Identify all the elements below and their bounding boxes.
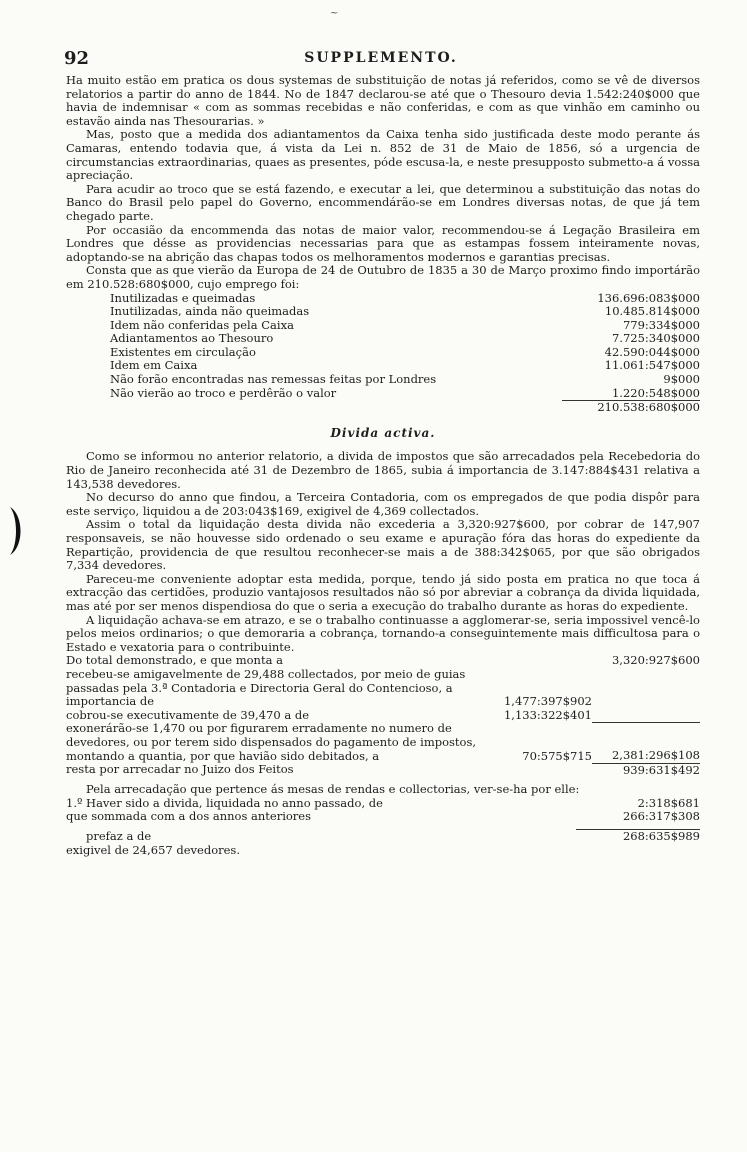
ledger-deduction-value: 70:575$715 — [522, 748, 592, 763]
table-row — [66, 844, 700, 858]
body-text — [66, 74, 700, 858]
intro-paragraph-3: Para acudir ao troco que se está fazendo, e executar a lei, que determinou a substituição das notas do Banco do Brasil pelo papel do Governo, encommendárão-se em Londres diversas notas, de que já tem chegado parte. — [66, 181, 700, 223]
final-total-value: 268:635$989 — [576, 830, 700, 844]
row-label: Inutilizadas e queimadas — [110, 291, 256, 305]
notes-total: 210.538:680$000 — [562, 401, 700, 415]
divida-paragraph-2: No decurso do anno que findou, a Terceira Contadoria, com os empregados de que podia dispôr para este serviço, liquidou a de 203:043$169, exigivel de 4,369 collectados. — [66, 490, 700, 518]
final-item-label: 1.º Haver sido a divida, liquidada no anno passado, de — [66, 795, 383, 810]
table-row — [66, 387, 700, 401]
row-label: Não forão encontradas nas remessas feitas por Londres — [110, 373, 437, 387]
divida-paragraph-5: A liquidação achava-se em atrazo, e se o trabalho continuasse a agglomerar-se, seria impossivel vencê-lo pelos meios ordinarios; o que demoraria a cobrança, tornando-a conseguintemente mais difficultosa para o Estado e vexatoria para o contribuinte. — [66, 612, 700, 654]
page-header — [64, 48, 698, 72]
table-row — [66, 654, 700, 668]
intro-paragraph-1: Ha muito estão em pratica os dous systemas de substituição de notas já referidos, como se vê de diversos relatorios a partir do anno de 1844. No de 1847 declarou-se até que o Thesouro devia 1.542:240$000 que havia de indemnisar « com as sommas recebidas e não conferidas, e com as que vinhão em caminho ou estavão ainda nas Thesourarias. » — [66, 73, 700, 128]
ledger-deduction-label: cobrou-se executivamente de 39,470 a de — [66, 707, 309, 722]
table-row — [66, 810, 700, 824]
intro-paragraph-4: Por occasião da encommenda das notas de maior valor, recommendou-se á Legação Brasileira em Londres que désse as providencias necessarias para que as estampas fossem inteiramente novas, adoptando-se na abrição das chapas todos os melhoramentos modernos e garantias precisas. — [66, 222, 700, 264]
row-value: 136.696:083$000 — [597, 290, 700, 305]
margin-bracket-mark — [8, 505, 28, 557]
final-table — [66, 797, 700, 858]
ledger-deduction-label: exonerárão-se 1,470 ou por figurarem erradamente no numero de devedores, ou por terem sido dispensados do pagamento de impostos, montando a quantia, por que havião sido debitados, a — [66, 721, 477, 763]
table-row — [66, 319, 700, 333]
notes-usage-table — [66, 292, 700, 415]
final-paragraph: Pela arrecadação que pertence ás mesas de rendas e collectorias, ver-se-ha por elle: — [86, 782, 580, 797]
divida-paragraph-3: Assim o total da liquidação desta divida não excederia a 3,320:927$600, por cobrar de 147,907 responsaveis, se não houvesse sido ordenado o seu exame e apuração fóra das horas do expediente da Repartição, providencia de que resultou reconhecer-se mais a de 388:342$065, por que são obrigados 7,334 devedores. — [66, 517, 700, 573]
row-label: Existentes em circulação — [110, 345, 256, 359]
row-value: 42.590:044$000 — [604, 344, 700, 359]
ledger-deduction-label: recebeu-se amigavelmente de 29,488 collectados, por meio de guias passadas pela 3.ª Contadoria e Directoria Geral do Contencioso, a importancia de — [66, 666, 466, 709]
table-row — [66, 797, 700, 811]
row-value: 7.725:340$000 — [611, 331, 700, 346]
ledger-deduction-value: 1,477:397$902 — [503, 694, 592, 709]
row-label: Não vierão ao troco e perdêrão o valor — [110, 386, 337, 400]
row-value: 10.485.814$000 — [604, 304, 700, 319]
row-value: 9$000 — [663, 372, 700, 387]
top-mark: ~ — [330, 8, 339, 19]
table-row — [66, 305, 700, 319]
table-row — [66, 359, 700, 373]
final-item-value: 266:317$308 — [622, 809, 700, 824]
row-value: 779:334$000 — [622, 317, 700, 332]
intro-paragraph-5: Consta que as que vierão da Europa de 24 de Outubro de 1835 a 30 de Março proximo findo importárão em 210.528:680$000, cujo emprego foi: — [66, 263, 700, 291]
table-row — [66, 668, 700, 709]
final-item-value: 2:318$681 — [637, 795, 700, 810]
table-row — [66, 709, 700, 723]
divida-ledger-table — [66, 654, 700, 777]
divida-paragraph-1: Como se informou no anterior relatorio, a divida de impostos que são arrecadados pela Recebedoria do Rio de Janeiro reconhecida até 31 de Dezembro de 1865, subia á importancia de 3.147:884$431 relativa a 143,538 devedores. — [66, 449, 700, 491]
final-item-label: que sommada com a dos annos anteriores — [66, 809, 312, 824]
table-row — [66, 292, 700, 306]
ledger-remaining-value: 939:631$492 — [592, 763, 700, 777]
running-head: SUPPLEMENTO. — [304, 50, 458, 66]
ledger-deduction-value: 1,133:322$401 — [503, 707, 592, 722]
table-row — [66, 346, 700, 360]
row-value: 1.220:548$000 — [611, 385, 700, 400]
table-row — [66, 373, 700, 387]
final-total-label: prefaz a de — [86, 828, 152, 843]
page-number: 92 — [64, 48, 90, 69]
table-row — [66, 332, 700, 346]
ledger-total-value: 3,320:927$600 — [611, 653, 700, 668]
final-total-note: exigivel de 24,657 devedores. — [66, 843, 240, 858]
row-label: Adiantamentos ao Thesouro — [110, 332, 274, 346]
intro-paragraph-2: Mas, posto que a medida dos adiantamentos da Caixa tenha sido justificada deste modo perante ás Camaras, entendo todavia que, á vista da Lei n. 852 de 31 de Maio de 1856, só a urgencia de circumstancias extraordinarias, quaes as presentes, póde escusa-la, e neste presupposto submetto-a á vossa apreciação. — [66, 127, 700, 183]
table-row — [66, 830, 700, 844]
table-row — [66, 763, 700, 777]
divida-paragraph-4: Pareceu-me conveniente adoptar esta medida, porque, tendo já sido posta em pratica no que toca á extracção das certidões, produzio vantajosos resultados não só por abreviar a cobrança da divida liquidada, mas até por ser menos dispendiosa do que o seria a execução do trabalho durante as horas do expediente. — [66, 571, 700, 613]
row-label: Idem não conferidas pela Caixa — [110, 318, 294, 332]
ledger-total-label: Do total demonstrado, e que monta a — [66, 653, 283, 668]
row-label: Inutilizadas, ainda não queimadas — [110, 305, 310, 319]
section-title: Divida activa. — [330, 425, 436, 440]
ledger-remaining-label: resta por arrecadar no Juizo dos Feitos — [66, 762, 294, 777]
ledger-deductions-sum: 2,381:296$108 — [592, 722, 700, 763]
row-value: 11.061:547$000 — [604, 358, 700, 373]
table-total-row — [66, 401, 700, 415]
row-label: Idem em Caixa — [110, 359, 198, 373]
table-row — [66, 722, 700, 763]
